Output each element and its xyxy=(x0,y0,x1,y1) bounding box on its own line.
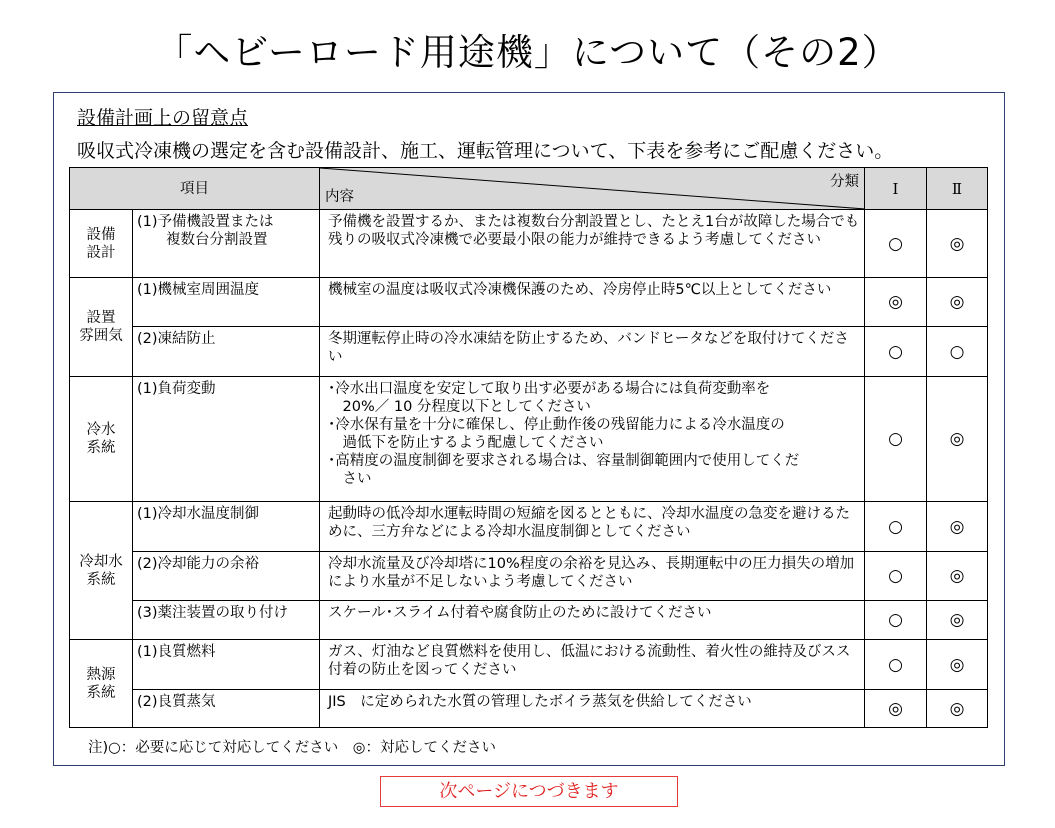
class-1-mark: ○ xyxy=(865,327,927,377)
category-label: 冷水 系統 xyxy=(70,377,133,502)
content-cell xyxy=(320,377,865,502)
item-label: (2)冷却能力の余裕 xyxy=(133,552,320,601)
header-content xyxy=(320,168,865,210)
class-1-mark: ○ xyxy=(865,210,927,278)
table-row xyxy=(70,278,988,327)
class-1-mark: ◎ xyxy=(865,690,927,728)
page-title: 「ヘビーロード用途機」について（その2） xyxy=(155,31,900,74)
class-2-mark: ◎ xyxy=(927,640,988,690)
class-2-mark: ○ xyxy=(927,327,988,377)
table-row xyxy=(70,640,988,690)
table-row xyxy=(70,601,988,640)
footnote: 注)○：必要に応じて対応してください ◎：対応してください xyxy=(88,740,496,756)
content-cell: JIS に定められた水質の管理したボイラ蒸気を供給してください xyxy=(320,690,865,728)
category-label: 設置 雰囲気 xyxy=(70,278,133,377)
table-header-row xyxy=(70,168,988,210)
item-label: (1)冷却水温度制御 xyxy=(133,502,320,552)
content-cell: 冬期運転停止時の冷水凍結を防止するため、バンドヒータなどを取付けてください xyxy=(320,327,865,377)
class-2-mark: ◎ xyxy=(927,210,988,278)
class-2-mark: ◎ xyxy=(927,502,988,552)
content-cell: ガス、灯油など良質燃料を使用し、低温における流動性、着火性の維持及びスス付着の防止を図ってください xyxy=(320,640,865,690)
content-bullet: ･冷水保有量を十分に確保し、停止動作後の残留能力による冷水温度の 過低下を防止するよう配慮してください xyxy=(328,417,785,451)
class-2-mark: ◎ xyxy=(927,601,988,640)
section-heading: 設備計画上の留意点 xyxy=(77,107,249,129)
header-class-2: Ⅱ xyxy=(927,168,988,210)
class-2-mark: ◎ xyxy=(927,377,988,502)
item-label: (1)予備機設置または 複数台分割設置 xyxy=(133,210,320,278)
category-label: 熱源 系統 xyxy=(70,640,133,728)
category-label: 冷却水 系統 xyxy=(70,502,133,640)
content-bullet: ･高精度の温度制御を要求される場合は、容量制御範囲内で使用してくだ さい xyxy=(328,453,800,487)
class-1-mark: ○ xyxy=(865,377,927,502)
content-cell: 予備機を設置するか、または複数台分割設置とし、たとえ1台が故障した場合でも残りの吸収式冷凍機で必要最小限の能力が維持できるよう考慮してください xyxy=(320,210,865,278)
content-cell: 冷却水流量及び冷却塔に10%程度の余裕を見込み、長期運転中の圧力損失の増加により水量が不足しないよう考慮してください xyxy=(320,552,865,601)
class-2-mark: ◎ xyxy=(927,552,988,601)
class-1-mark: ○ xyxy=(865,640,927,690)
class-2-mark: ◎ xyxy=(927,278,988,327)
table-row xyxy=(70,502,988,552)
header-item: 項目 xyxy=(70,168,320,210)
header-class-1: Ⅰ xyxy=(865,168,927,210)
table-row xyxy=(70,377,988,502)
class-1-mark: ○ xyxy=(865,552,927,601)
intro-text: 吸収式冷凍機の選定を含む設備設計、施工、運転管理について、下表を参考にご配慮ください。 xyxy=(77,140,894,162)
category-label: 設備 設計 xyxy=(70,210,133,278)
item-label: (3)薬注装置の取り付け xyxy=(133,601,320,640)
table-row xyxy=(70,210,988,278)
item-label: (2)凍結防止 xyxy=(133,327,320,377)
content-cell: スケール･スライム付着や腐食防止のために設けてください xyxy=(320,601,865,640)
design-considerations-table xyxy=(69,167,988,728)
content-bullet: ･冷水出口温度を安定して取り出す必要がある場合には負荷変動率を 20%／ 10 分程度以下としてください xyxy=(328,381,771,415)
header-content-label: 内容 xyxy=(325,189,354,205)
table-row xyxy=(70,552,988,601)
class-1-mark: ○ xyxy=(865,502,927,552)
item-label: (1)負荷変動 xyxy=(133,377,320,502)
header-diagonal-line xyxy=(320,168,865,209)
table-row xyxy=(70,327,988,377)
class-2-mark: ◎ xyxy=(927,690,988,728)
header-classification: 分類 xyxy=(830,174,859,190)
item-label: (1)機械室周囲温度 xyxy=(133,278,320,327)
next-page-button[interactable]: 次ページにつづきます xyxy=(380,776,678,807)
item-label: (2)良質蒸気 xyxy=(133,690,320,728)
class-1-mark: ○ xyxy=(865,601,927,640)
content-cell: 機械室の温度は吸収式冷凍機保護のため、冷房停止時5℃以上としてください xyxy=(320,278,865,327)
table-row xyxy=(70,690,988,728)
class-1-mark: ◎ xyxy=(865,278,927,327)
item-label: (1)良質燃料 xyxy=(133,640,320,690)
content-cell: 起動時の低冷却水運転時間の短縮を図るとともに、冷却水温度の急変を避けるために、三方弁などによる冷却水温度制御としてください xyxy=(320,502,865,552)
